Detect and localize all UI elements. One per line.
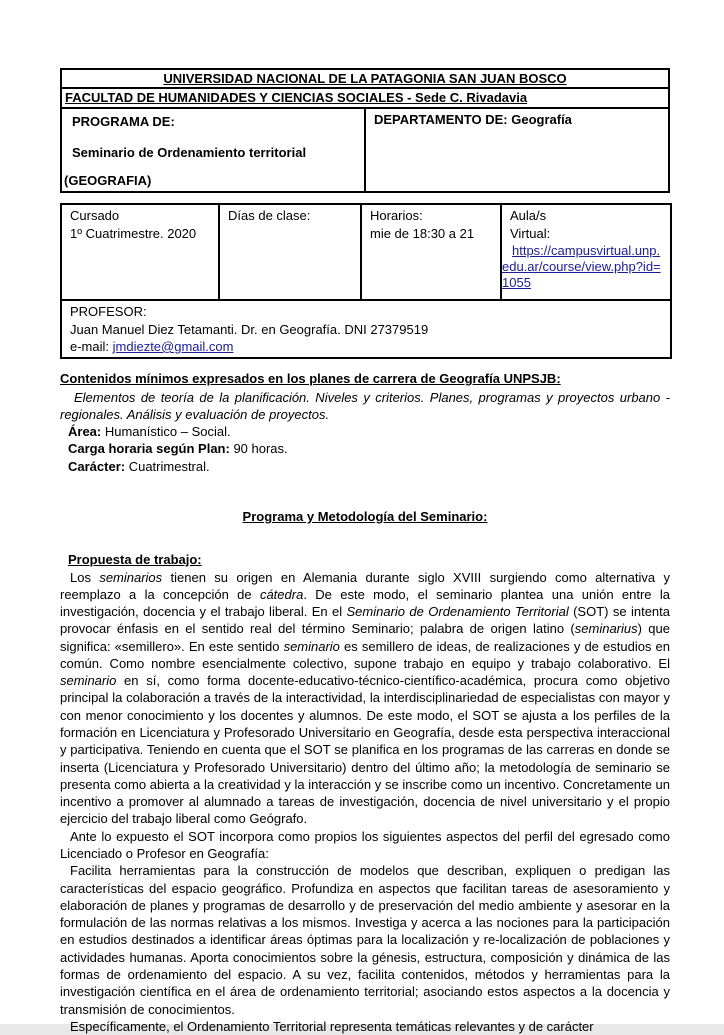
campus-virtual-link[interactable]: https://campusvirtual.unp.edu.ar/course/view.php?id=1055 <box>502 242 661 291</box>
body-paragraph-3: Facilita herramientas para la construcción de modelos que describan, expliquen o predigan las características del espacio geográfico. Profundiza en aspectos que facilitan tareas de asesoramiento y elaboración de planes y programas de desarrollo y de preservación del medio ambiente y asesorar en la formulación de las normas relativas a los mismos. Investiga y acerca a las nociones para la participación en estudios destinados a identificar áreas óptimas para la localización y re-localización de poblaciones y actividades humanas. Aporta conocimientos sobre la génesis, estructura, composición y dinámica de las formas de ordenamiento del espacio. A su vez, facilita contenidos, métodos y herramientas para la investigación científica en el área de ordenamiento territorial; asociando estos aspectos a la docencia y transmisión de conocimientos. <box>60 863 670 1017</box>
info-table <box>60 203 672 359</box>
university-title-cell <box>61 69 669 88</box>
programa-carrera: (GEOGRAFIA) <box>64 173 152 189</box>
profesor-name: Juan Manuel Diez Tetamanti. Dr. en Geografía. DNI 27379519 <box>70 321 429 337</box>
contenidos-section <box>60 370 670 475</box>
departamento-label: DEPARTAMENTO DE: Geografía <box>374 111 572 127</box>
area-line <box>68 423 670 440</box>
profesor-cell <box>61 300 671 358</box>
email-line <box>70 338 666 355</box>
carga-label: Carga horaria según Plan: <box>68 441 230 457</box>
university-title: UNIVERSIDAD NACIONAL DE LA PATAGONIA SAN JUAN BOSCO <box>163 71 567 86</box>
aula-cell <box>501 204 671 300</box>
contenidos-heading: Contenidos mínimos expresados en los planes de carrera de Geografía UNPSJB: <box>60 371 561 387</box>
email-link[interactable]: jmdiezte@gmail.com <box>112 338 234 354</box>
dias-cell <box>219 204 361 300</box>
dias-label: Días de clase: <box>228 208 311 224</box>
programa-heading: Programa y Metodología del Seminario: <box>242 508 488 524</box>
cursado-value: 1º Cuatrimestre. 2020 <box>70 225 197 241</box>
faculty-title-cell <box>61 88 669 107</box>
faculty-title: FACULTAD DE HUMANIDADES Y CIENCIAS SOCIALES - Sede C. Rivadavia <box>65 90 528 106</box>
horarios-value: mie de 18:30 a 21 <box>370 225 475 241</box>
programa-name: Seminario de Ordenamiento territorial <box>72 144 307 160</box>
horarios-label: Horarios: <box>370 208 423 224</box>
cursado-label: Cursado <box>70 208 120 224</box>
caracter-line <box>68 458 670 475</box>
carga-value: 90 horas. <box>229 441 288 457</box>
body-paragraph-2: Ante lo expuesto el SOT incorpora como propios los siguientes aspectos del perfil del egresado como Licenciado o Profesor en Geografía: <box>60 828 670 861</box>
area-label: Área: <box>68 424 102 440</box>
departamento-cell <box>365 108 669 193</box>
propuesta-heading: Propuesta de trabajo: <box>68 552 202 568</box>
cursado-cell <box>61 204 219 300</box>
programa-heading-wrap <box>60 508 670 525</box>
propuesta-heading-wrap <box>68 551 670 568</box>
header-table <box>60 68 670 193</box>
body-paragraph-4: Específicamente, el Ordenamiento Territorial representa temáticas relevantes y de carácter <box>70 1018 594 1034</box>
programa-cell <box>61 108 365 193</box>
aula-label: Aula/s <box>510 208 547 224</box>
horarios-cell <box>361 204 501 300</box>
email-label: e-mail: <box>70 338 113 354</box>
area-value: Humanístico – Social. <box>101 424 231 440</box>
caracter-label: Carácter: <box>68 458 126 474</box>
contenidos-description: Elementos de teoría de la planificación. Niveles y criterios. Planes, programas y proyectos urbano - regionales. Análisis y evaluación de proyectos. <box>60 389 670 422</box>
caracter-value: Cuatrimestral. <box>125 458 210 474</box>
aula-virtual-label: Virtual: <box>510 225 551 241</box>
profesor-label: PROFESOR: <box>70 304 147 320</box>
programa-label: PROGRAMA DE: <box>72 113 175 129</box>
carga-line <box>68 440 670 457</box>
body-paragraph-1: Los seminarios tienen su origen en Alemania durante siglo XVIII surgiendo como alternativa y reemplazo a la concepción de cátedra. De este modo, el seminario plantea una unión entre la investigación, docencia y el trabajo liberal. En el Seminario de Ordenamiento Territorial (SOT) se intenta provocar énfasis en el sentido real del término Seminario; palabra de origen latino (seminarius) que significa: «semillero». En este sentido seminario es semillero de ideas, de realizaciones y de estudios en común. Como nombre esencialmente colectivo, supone trabajo en equipo y trabajo colaborativo. El seminario en sí, como forma docente-educativo-técnico-científico-académica, procura como objetivo principal la colaboración a través de la interactividad, la interdisciplinariedad de especialistas con mayor y con menor conocimiento y los docentes y alumnos. De este modo, el SOT se ajusta a los perfiles de la formación en Licenciatura y Profesorado Universitario en Geografía, desde esta perspectiva interaccional y participativa. Teniendo en cuenta que el SOT se planifica en los programas de las carreras en donde se inserta (Licenciatura y Profesorado Universitario) dentro del último año; la metodología de seminario se presenta como abierta a la creatividad y la interacción y se inscribe como un incentivo. Concretamente un incentivo a promover al alumnado a tareas de investigación, docencia de nivel universitario y el propio ejercicio del trabajo liberal como Geógrafo. <box>60 569 670 827</box>
